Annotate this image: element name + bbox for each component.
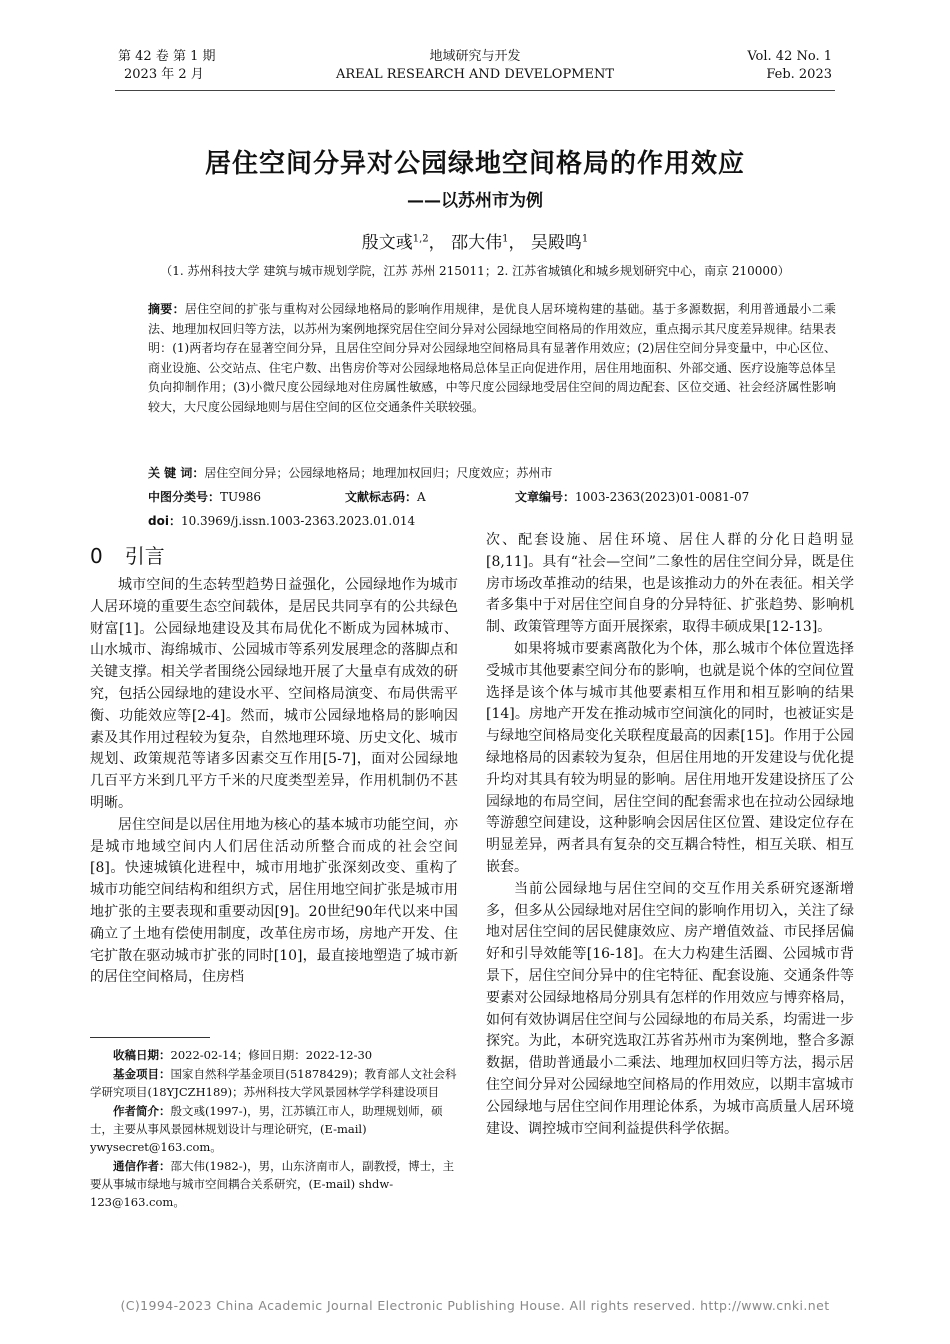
author-affil-mark: 1,2 xyxy=(412,233,429,245)
footnote-label: 作者简介： xyxy=(113,1104,171,1118)
section-title: 引言 xyxy=(124,544,165,568)
footnotes xyxy=(90,1046,458,1212)
keywords-text: 居住空间分异；公园绿地格局；地理加权回归；尺度效应；苏州市 xyxy=(204,466,553,480)
document-code xyxy=(345,488,426,505)
footnote-text: 国家自然科学基金项目(51878429)；教育部人文社会科学研究项目(18YJCZH189)；苏州科技大学风景园林学学科建设项目 xyxy=(90,1067,457,1099)
journal-name xyxy=(300,48,650,84)
footnote-text: 殷文彧(1997-)，男，江苏镇江市人，助理规划师，硕士，主要从事风景园林规划设计与理论研究，(E-mail) ywysecret@163.com。 xyxy=(90,1104,443,1154)
footnote-corresponding xyxy=(90,1157,458,1211)
author-affil-mark: 1 xyxy=(581,233,589,245)
footnote-author-bio xyxy=(90,1102,458,1156)
author-name: 吴殿鸣 xyxy=(530,233,582,253)
header-rule xyxy=(115,90,835,91)
author-name: 殷文彧 xyxy=(361,233,413,253)
clc-value: TU986 xyxy=(220,490,262,504)
volume-issue-en: Vol. 42 No. 1 xyxy=(747,49,832,64)
left-column xyxy=(90,575,458,989)
affiliation: （1. 苏州科技大学 建筑与城市规划学院，江苏 苏州 215011；2. 江苏省城镇化和城乡规划研究中心，南京 210000） xyxy=(160,264,790,278)
footnote-label: 通信作者： xyxy=(113,1159,171,1173)
volume-issue: 第 42 卷 第 1 期 xyxy=(118,49,216,64)
paper-subtitle: ——以苏州市为例 xyxy=(407,191,543,211)
doi-value: 10.3969/j.issn.1003-2363.2023.01.014 xyxy=(180,514,416,528)
footnote-funding xyxy=(90,1065,458,1101)
journal-name-cn: 地域研究与开发 xyxy=(429,49,521,64)
keywords xyxy=(148,464,836,482)
publication-date: 2023 年 2 月 xyxy=(124,67,204,82)
paragraph: 城市空间的生态转型趋势日益强化，公园绿地作为城市人居环境的重要生态空间载体，是居民共同享有的公共绿色财富[1]。公园绿地建设及其布局优化不断成为园林城市、山水城市、海绵城市、公园城市等系列发展理念的落脚点和关键支撑。相关学者围绕公园绿地开展了大量卓有成效的研究，包括公园绿地的建设水平、空间格局演变、布局供需平衡、功能效应等[2-4]。然而，城市公园绿地格局的影响因素及其作用过程较为复杂，自然地理环境、历史文化、城市规划、政策规范等诸多因素交互作用[5-7]，面对公园绿地几百平方米到几平方千米的尺度类型差异，作用机制仍不甚明晰。 xyxy=(90,577,458,811)
paragraph: 次、配套设施、居住环境、居住人群的分化日趋明显[8,11]。具有“社会—空间”二象性的居住空间分异，既是住房市场改革推动的结果，也是该推动力的外在表征。相关学者多集中于对居住空间自身的分异特征、扩张趋势、影响机制、政策管理等方面开展探索，取得丰硕成果[12-13]。 xyxy=(486,532,854,636)
section-heading xyxy=(90,540,165,569)
paragraph: 当前公园绿地与居住空间的交互作用关系研究逐渐增多，但多从公园绿地对居住空间的影响作用切入，关注了绿地对居住空间的居民健康效应、房产增值效益、市民择居偏好和引导效能等[16-18]。在大力构建生活圈、公园城市背景下，居住空间分异中的住宅特征、配套设施、交通条件等要素对公园绿地格局分别具有怎样的作用效应与博弈格局，如何有效协调居住空间与公园绿地的布局关系，均需进一步探究。为此，本研究选取江苏省苏州市为案例地，整合多源数据，借助普通最小二乘法、地理加权回归等方法，揭示居住空间分异对公园绿地空间格局的作用效应，以期丰富城市公园绿地与居住空间作用理论体系，为城市高质量人居环境建设、调控城市空间利益提供科学依据。 xyxy=(486,880,854,1137)
abstract-label: 摘要： xyxy=(148,302,185,316)
footnote-received xyxy=(90,1046,458,1064)
doc-code-label: 文献标志码： xyxy=(345,490,418,504)
author-list: 殷文彧$^{1,2}$， 邵大伟$^1$， 吴殿鸣$^1$ xyxy=(361,233,589,253)
article-no-label: 文章编号： xyxy=(515,490,576,504)
doi-label: doi： xyxy=(148,514,181,528)
right-column xyxy=(486,530,854,1140)
footnote-rule xyxy=(90,1037,210,1038)
keywords-label: 关 键 词： xyxy=(148,466,205,480)
journal-volume-en xyxy=(700,48,832,84)
paragraph: 居住空间是以居住用地为核心的基本城市功能空间，亦是城市地域空间内人们居住活动所整合而成的社会空间[8]。快速城镇化进程中，城市用地扩张深刻改变、重构了城市功能空间结构和组织方式，居住用地空间扩张是城市用地扩张的主要表现和重要动因[9]。20世纪90年代以来中国确立了土地有偿使用制度，改革住房市场，房地产开发、住宅扩散在驱动城市扩张的同时[10]，最直接地塑造了城市新的居住空间格局，住房档 xyxy=(90,816,458,986)
article-number xyxy=(515,488,749,505)
journal-name-en: AREAL RESEARCH AND DEVELOPMENT xyxy=(335,67,615,82)
journal-volume-issue xyxy=(118,48,278,84)
footnote-label: 收稿日期： xyxy=(113,1048,171,1062)
publication-date-en: Feb. 2023 xyxy=(766,67,832,82)
author-name: 邵大伟 xyxy=(451,233,503,253)
article-no-value: 1003-2363(2023)01-0081-07 xyxy=(575,490,750,504)
copyright-notice: (C)1994-2023 China Academic Journal Electronic Publishing House. All rights reserved. http://www.cnki.net xyxy=(120,1298,830,1313)
paper-title: 居住空间分异对公园绿地空间格局的作用效应 xyxy=(204,149,745,179)
doi xyxy=(148,512,415,529)
footnote-text: 邵大伟(1982-)，男，山东济南市人，副教授，博士，主要从事城市绿地与城市空间耦合关系研究，(E-mail) shdw-123@163.com。 xyxy=(90,1159,455,1209)
author-affil-mark: 1 xyxy=(502,233,509,245)
paragraph: 如果将城市要素离散化为个体，那么城市个体位置选择受城市其他要素空间分布的影响，也就是说个体的空间位置选择是该个体与城市其他要素相互作用和相互影响的结果[14]。房地产开发在推动城市空间演化的同时，也被证实是与绿地空间格局变化关联程度最高的因素[15]。作用于公园绿地格局的因素较为复杂，但居住用地的开发建设与优化提升均对其具有较为明显的影响。居住用地开发建设挤压了公园绿地的布局空间，居住空间的配套需求也在拉动公园绿地等游憩空间建设，这种影响会因居住区位置、建设定位存在明显差异，两者具有复杂的交互耦合特性，相互关联、相互嵌套。 xyxy=(486,640,854,875)
footnote-text: 2022-02-14；修回日期：2022-12-30 xyxy=(170,1048,373,1062)
footnote-label: 基金项目： xyxy=(113,1067,171,1081)
doc-code-value: A xyxy=(417,490,426,504)
clc-label: 中图分类号： xyxy=(148,490,221,504)
abstract xyxy=(148,300,836,417)
clc-number xyxy=(148,488,261,505)
abstract-text: 居住空间的扩张与重构对公园绿地格局的影响作用规律，是优良人居环境构建的基础。基于多源数据，利用普通最小二乘法、地理加权回归等方法，以苏州为案例地探究居住空间分异对公园绿地空间格局的作用效应，重点揭示其尺度差异规律。结果表明：(1)两者均存在显著空间分异，且居住空间分异对公园绿地空间格局具有显著作用效应；(2)居住空间分异变量中，中心区位、商业设施、公交站点、住宅户数、出售房价等对公园绿地格局总体呈正向促进作用，居住用地面积、外部交通、医疗设施等总体呈负向抑制作用；(3)小微尺度公园绿地对住房属性敏感，中等尺度公园绿地受居住空间的周边配套、区位交通、社会经济属性影响较大，大尺度公园绿地则与居住空间的区位交通条件关联较强。 xyxy=(148,302,836,414)
section-number: 0 xyxy=(90,544,103,568)
